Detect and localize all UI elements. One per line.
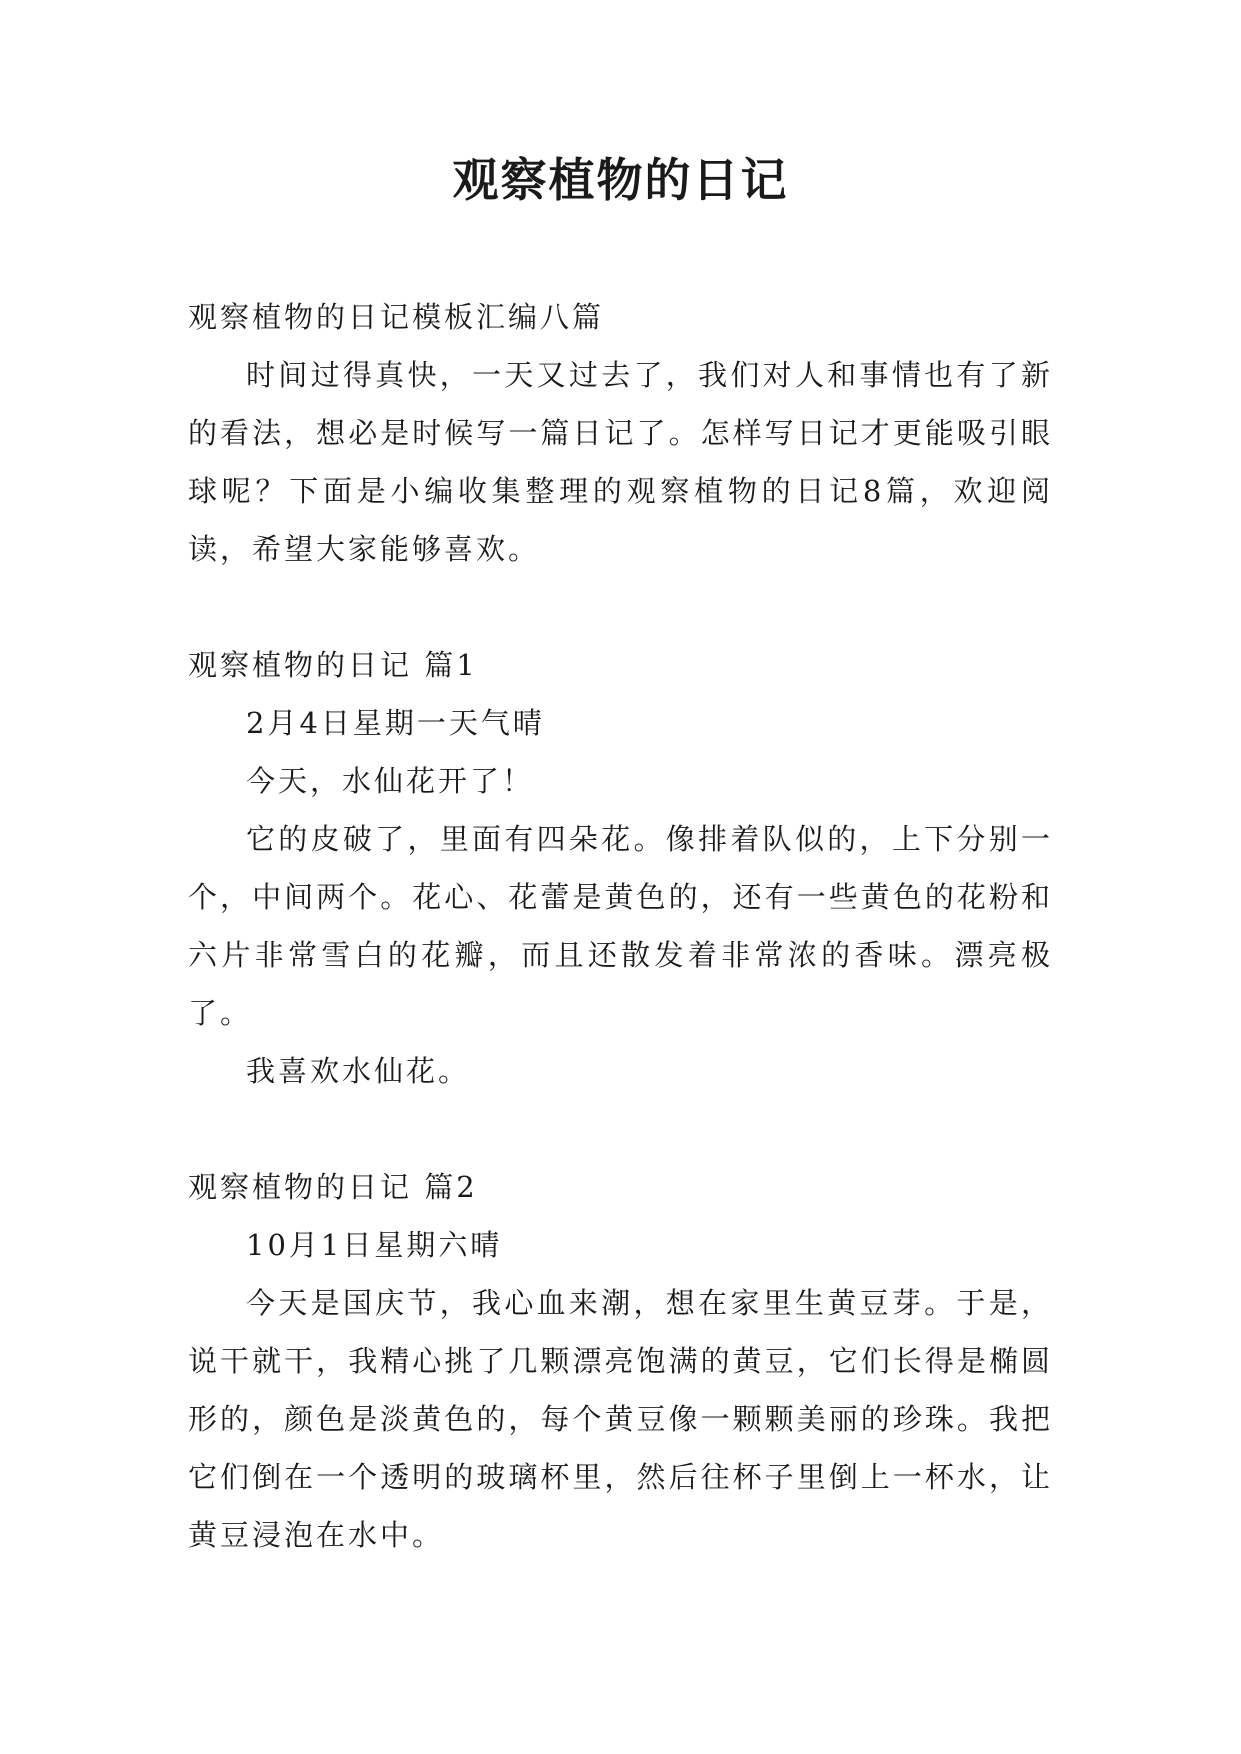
section-1-heading: 观察植物的日记 篇1 (188, 648, 478, 682)
section-2-paragraph: 今天是国庆节，我心血来潮，想在家里生黄豆芽。于是，说干就干，我精心挑了几颗漂亮饱满的黄豆，它们长得是椭圆形的，颜色是淡黄色的，每个黄豆像一颗颗美丽的珍珠。我把它们倒在一个透明的玻璃杯里，然后往杯子里倒上一杯水，让黄豆浸泡在水中。 (188, 1286, 1053, 1552)
section-2-heading: 观察植物的日记 篇2 (188, 1170, 478, 1204)
section-gap (188, 1100, 1053, 1158)
intro-paragraph: 时间过得真快，一天又过去了，我们对人和事情也有了新的看法，想必是时候写一篇日记了。怎样写日记才更能吸引眼球呢？下面是小编收集整理的观察植物的日记8篇，欢迎阅读，希望大家能够喜欢。 (188, 358, 1053, 566)
document-title: 观察植物的日记 (452, 153, 789, 207)
section-1-date: 2月4日星期一天气晴 (246, 706, 545, 740)
section-gap (188, 578, 1053, 636)
document-subtitle: 观察植物的日记模板汇编八篇 (188, 300, 605, 334)
section-1-paragraph: 我喜欢水仙花。 (246, 1054, 471, 1088)
document-body (188, 288, 1053, 1564)
section-1-paragraph: 今天，水仙花开了！ (246, 764, 535, 798)
section-2-date: 10月1日星期六晴 (246, 1228, 503, 1262)
section-1-paragraph: 它的皮破了，里面有四朵花。像排着队似的，上下分别一个，中间两个。花心、花蕾是黄色的，还有一些黄色的花粉和六片非常雪白的花瓣，而且还散发着非常浓的香味。漂亮极了。 (188, 822, 1053, 1030)
